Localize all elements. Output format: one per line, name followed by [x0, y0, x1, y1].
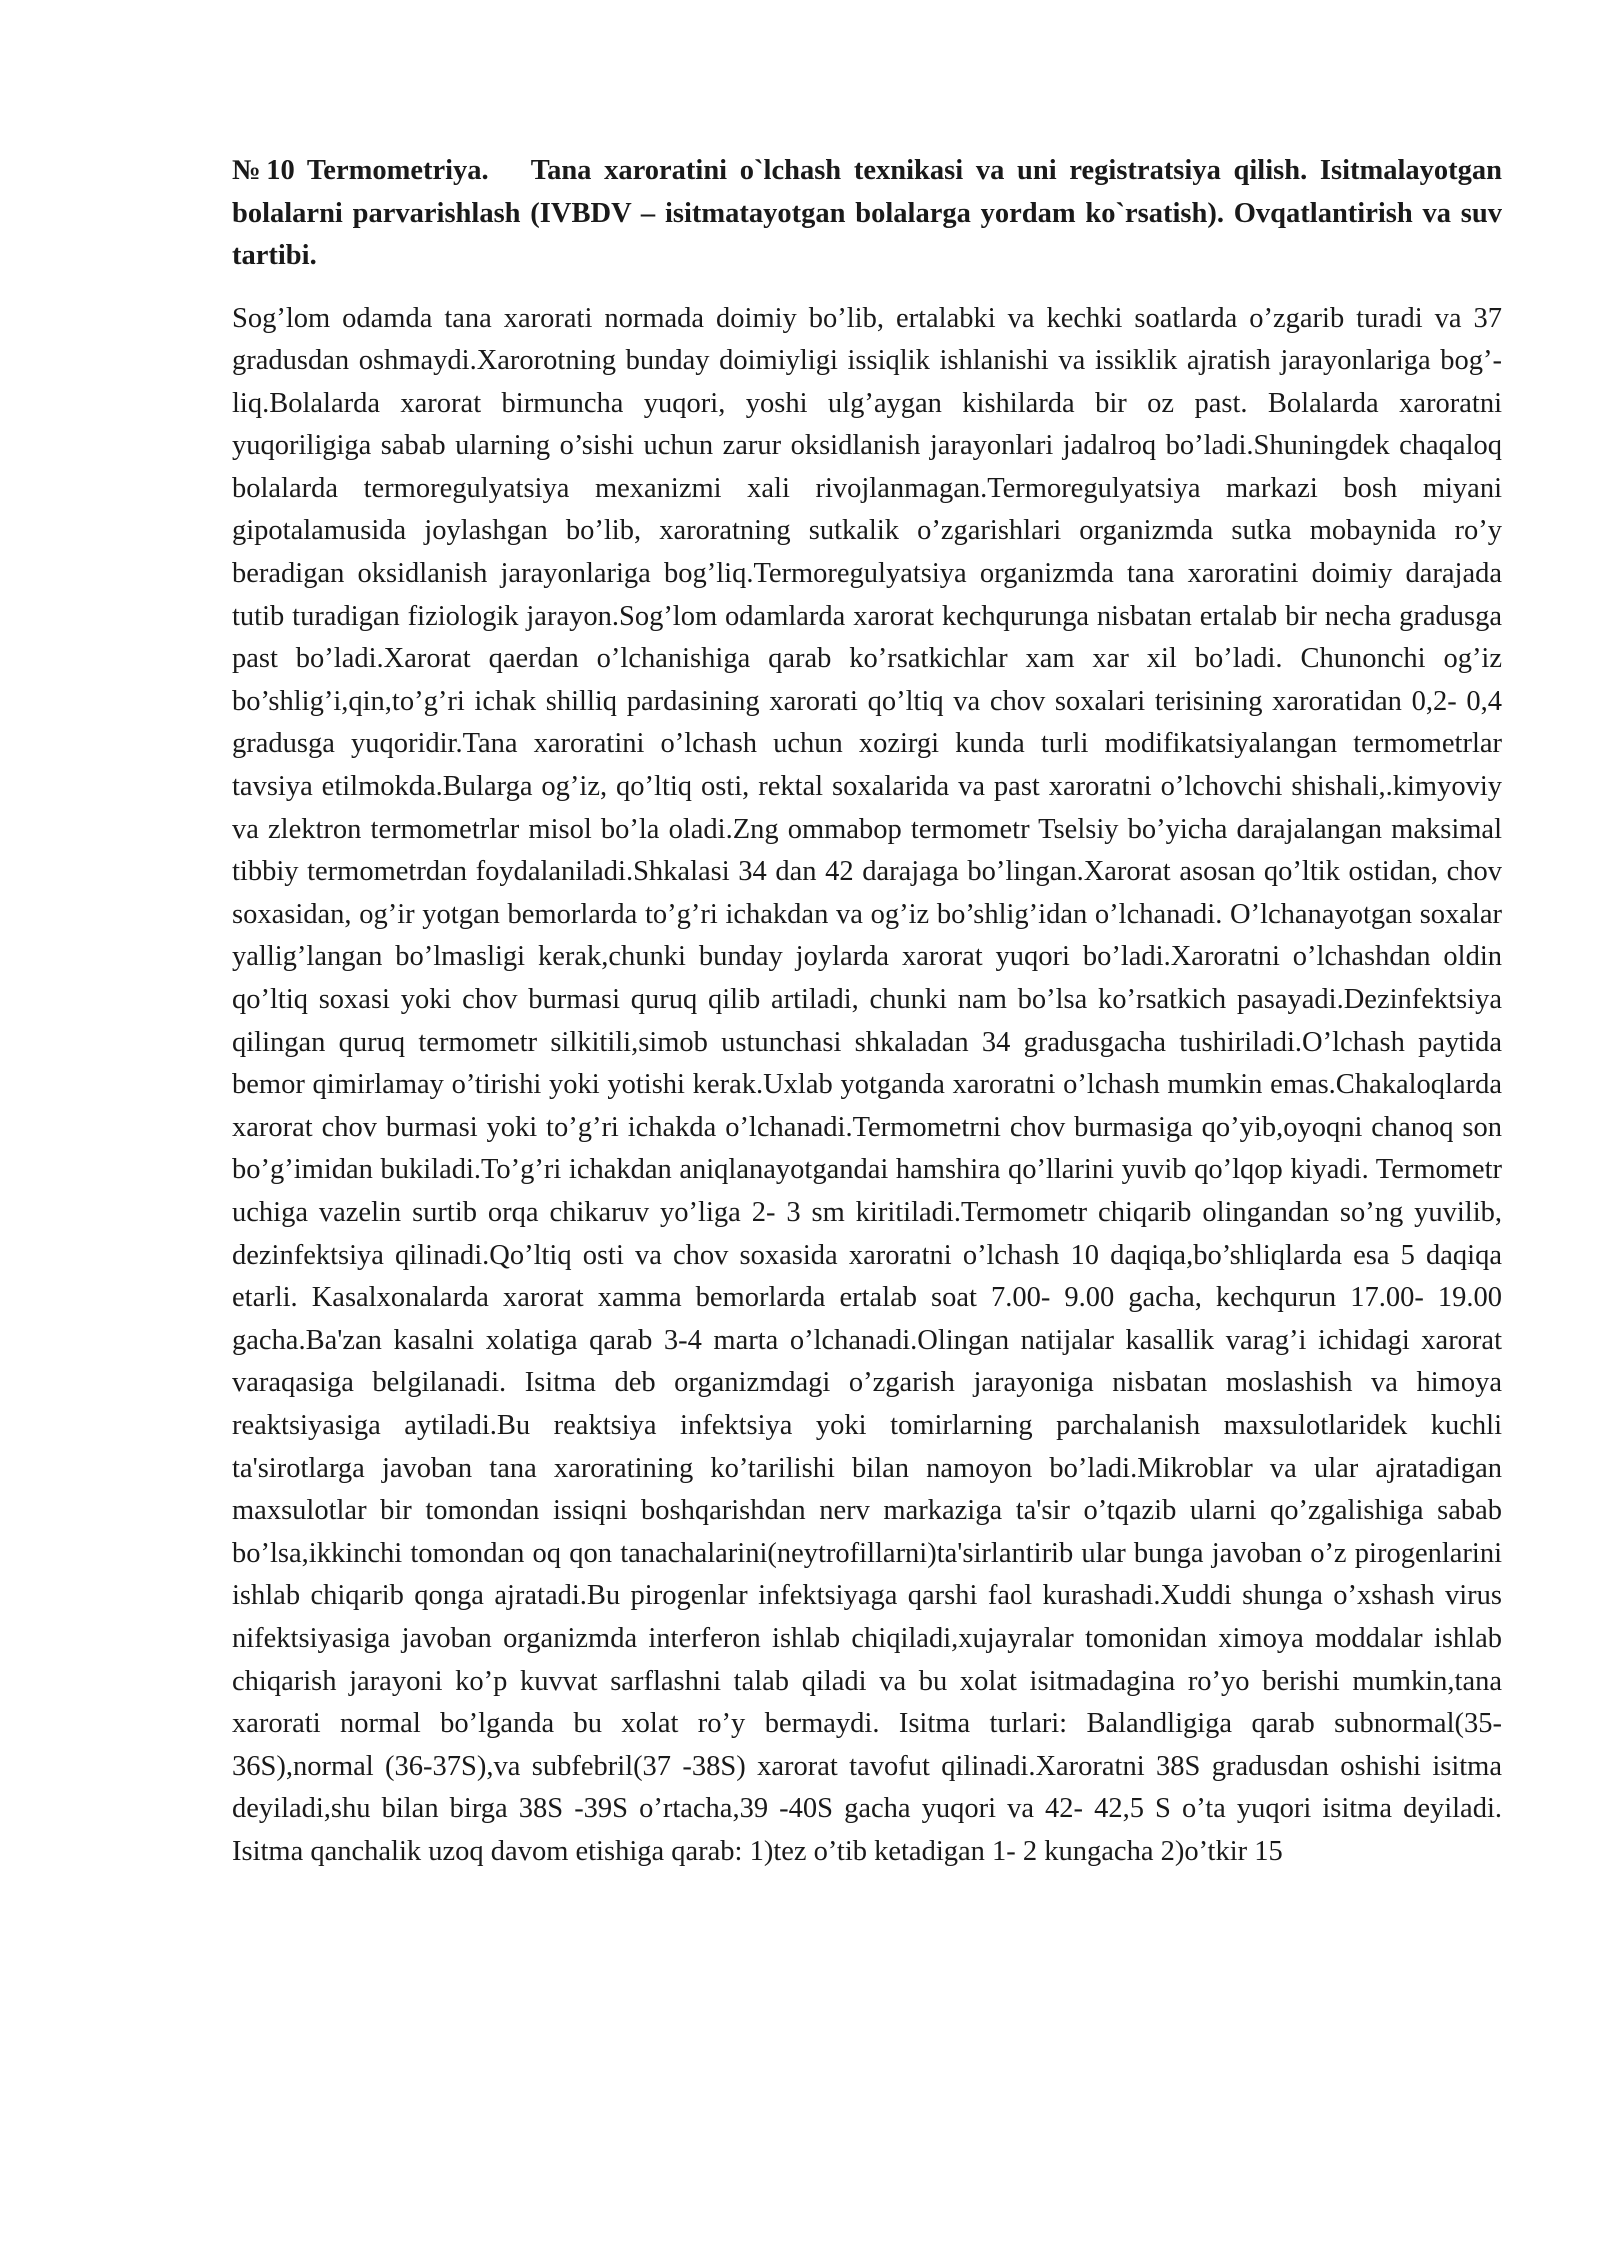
document-heading — [232, 150, 1502, 278]
heading-number-title: №10 Termometriya. — [232, 155, 489, 186]
heading-subtitle: Tana xaroratini o`lchash texnikasi va uni registratsiya qilish. Isitmalayotgan bolalarni parvarishlash (IVBDV – isitmatayotgan bolalarga yordam ko`rsatish). Ovqatlantirish va suv tartibi. — [232, 155, 1503, 271]
body-paragraph: Sog’lom odamda tana xarorati normada doimiy bo’lib, ertalabki va kechki soatlarda o’zgarib turadi va 37 gradusdan oshmaydi.Xarorotning bunday doimiyligi issiqlik ishlanishi va issiklik ajratish jarayonlariga bog’-liq.Bolalarda xarorat birmuncha yuqori, yoshi ulg’aygan kishilarda bir oz past. Bolalarda xaroratni yuqoriligiga sabab ularning o’sishi uchun zarur oksidlanish jarayonlari jadalroq bo’ladi.Shuningdek chaqaloq bolalarda termoregulyatsiya mexanizmi xali rivojlanmagan.Termoregulyatsiya markazi bosh miyani gipotalamusida joylashgan bo’lib, xaroratning sutkalik o’zgarishlari organizmda sutka mobaynida ro’y beradigan oksidlanish jarayonlariga bog’liq.Termoregulyatsiya organizmda tana xaroratini doimiy darajada tutib turadigan fiziologik jarayon.Sog’lom odamlarda xarorat kechqurunga nisbatan ertalab bir necha gradusga past bo’ladi.Xarorat qaerdan o’lchanishiga qarab ko’rsatkichlar xam xar xil bo’ladi. Chunonchi og’iz bo’shlig’i,qin,to’g’ri ichak shilliq pardasining xarorati qo’ltiq va chov soxalari terisining xaroratidan 0,2- 0,4 gradusga yuqoridir.Tana xaroratini o’lchash uchun xozirgi kunda turli modifikatsiyalangan termometrlar tavsiya etilmokda.Bularga og’iz, qo’ltiq osti, rektal soxalarida va past xaroratni o’lchovchi shishali,.kimyoviy va zlektron termometrlar misol bo’la oladi.Zng ommabop termometr Tselsiy bo’yicha darajalangan maksimal tibbiy termometrdan foydalaniladi.Shkalasi 34 dan 42 darajaga bo’lingan.Xarorat asosan qo’ltik ostidan, chov soxasidan, og’ir yotgan bemorlarda to’g’ri ichakdan va og’iz bo’shlig’idan o’lchanadi. O’lchanayotgan soxalar yallig’langan bo’lmasligi kerak,chunki bunday joylarda xarorat yuqori bo’ladi.Xaroratni o’lchashdan oldin qo’ltiq soxasi yoki chov burmasi quruq qilib artiladi, chunki nam bo’lsa ko’rsatkich pasayadi.Dezinfektsiya qilingan quruq termometr silkitili,simob ustunchasi shkaladan 34 gradusgacha tushiriladi.O’lchash paytida bemor qimirlamay o’tirishi yoki yotishi kerak.Uxlab yotganda xaroratni o’lchash mumkin emas.Chakaloqlarda xarorat chov burmasi yoki to’g’ri ichakda o’lchanadi.Termometrni chov burmasiga qo’yib,oyoqni chanoq son bo’g’imidan bukiladi.To’g’ri ichakdan aniqlanayotgandai hamshira qo’llarini yuvib qo’lqop kiyadi. Termometr uchiga vazelin surtib orqa chikaruv yo’liga 2- 3 sm kiritiladi.Termometr chiqarib olingandan so’ng yuvilib, dezinfektsiya qilinadi.Qo’ltiq osti va chov soxasida xaroratni o’lchash 10 daqiqa,bo’shliqlarda esa 5 daqiqa etarli. Kasalxonalarda xarorat xamma bemorlarda ertalab soat 7.00- 9.00 gacha, kechqurun 17.00- 19.00 gacha.Ba'zan kasalni xolatiga qarab 3-4 marta o’lchanadi.Olingan natijalar kasallik varag’i ichidagi xarorat varaqasiga belgilanadi. Isitma deb organizmdagi o’zgarish jarayoniga nisbatan moslashish va himoya reaktsiyasiga aytiladi.Bu reaktsiya infektsiya yoki tomirlarning parchalanish maxsulotlaridek kuchli ta'sirotlarga javoban tana xaroratining ko’tarilishi bilan namoyon bo’ladi.Mikroblar va ular ajratadigan maxsulotlar bir tomondan issiqni boshqarishdan nerv markaziga ta'sir o’tqazib ularni qo’zgalishiga sabab bo’lsa,ikkinchi tomondan oq qon tanachalarini(neytrofillarni)ta'sirlantirib ular bunga javoban o’z pirogenlarini ishlab chiqarib qonga ajratadi.Bu pirogenlar infektsiyaga qarshi faol kurashadi.Xuddi shunga o’xshash virus nifektsiyasiga javoban organizmda interferon ishlab chiqiladi,xujayralar tomonidan ximoya moddalar ishlab chiqarish jarayoni ko’p kuvvat sarflashni talab qiladi va bu xolat isitmadagina ro’yo berishi mumkin,tana xarorati normal bo’lganda bu xolat ro’y bermaydi. Isitma turlari: Balandligiga qarab subnormal(35-36S),normal (36-37S),va subfebril(37 -38S) xarorat tavofut qilinadi.Xaroratni 38S gradusdan oshishi isitma deyiladi,shu bilan birga 38S -39S o’rtacha,39 -40S gacha yuqori va 42- 42,5 S o’ta yuqori isitma deyiladi. Isitma qanchalik uzoq davom etishiga qarab: 1)tez o’tib ketadigan 1- 2 kungacha 2)o’tkir 15 — [232, 302, 1502, 1867]
document-page — [232, 150, 1502, 1873]
